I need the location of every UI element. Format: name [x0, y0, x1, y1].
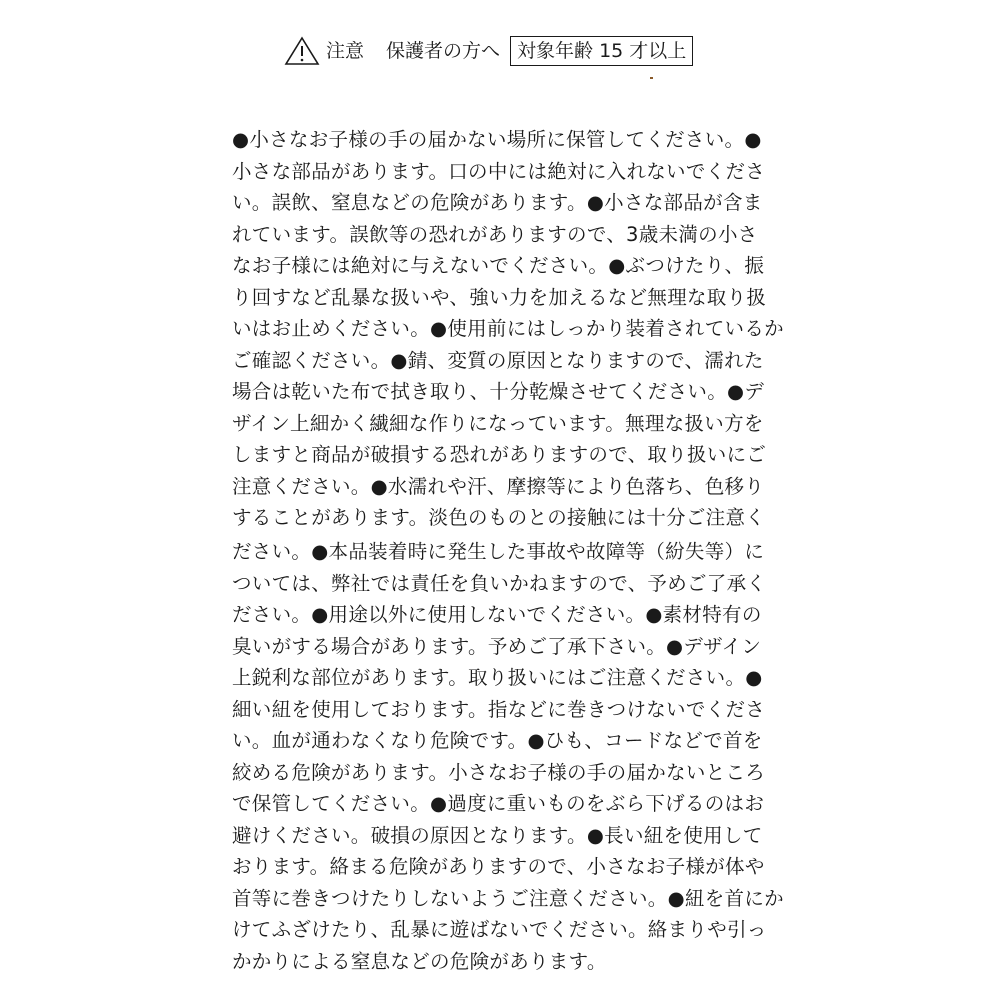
text-line: けてふざけたり、乱暴に遊ばないでください。絡まりや引っ [232, 918, 767, 941]
text-line: しますと商品が破損する恐れがありますので、取り扱いにご [232, 443, 767, 466]
text-line: 上鋭利な部位があります。取り扱いにはご注意ください。● [232, 666, 763, 689]
text-line: い。血が通わなくなり危険です。●ひも、コードなどで首を [232, 729, 763, 752]
text-line: 注意ください。●水濡れや汗、摩擦等により色落ち、色移り [232, 474, 765, 498]
caution-label: 注意 [326, 40, 365, 62]
text-line: かかりによる窒息などの危険があります。 [232, 949, 607, 973]
warning-triangle-icon [284, 36, 320, 66]
caution-paragraph-2 [232, 536, 784, 977]
text-line: い。誤飲、窒息などの危険があります。●小さな部品が含ま [232, 191, 763, 214]
caution-paragraph-1 [232, 124, 784, 534]
warning-header [284, 36, 693, 66]
text-line: ご確認ください。●錆、変質の原因となりますので、濡れた [232, 348, 764, 372]
text-line: なお子様には絶対に与えないでください。●ぶつけたり、振 [232, 254, 765, 277]
text-line: ださい。●用途以外に使用しないでください。●素材特有の [232, 603, 762, 626]
print-mark [650, 77, 653, 79]
text-line: り回すなど乱暴な扱いや、強い力を加えるなど無理な取り扱 [232, 285, 767, 309]
text-line: 絞める危険があります。小さなお子様の手の届かないところ [232, 760, 766, 784]
text-line: 小さな部品があります。口の中には絶対に入れないでくださ [232, 159, 766, 183]
guardian-label: 保護者の方へ [386, 40, 501, 62]
text-line: ●小さなお子様の手の届かない場所に保管してください。● [232, 128, 762, 151]
text-line: ださい。●本品装着時に発生した事故や故障等（紛失等）に [232, 540, 765, 563]
text-line: することがあります。淡色のものとの接触には十分ご注意く [232, 506, 766, 529]
text-line: ザイン上細かく繊細な作りになっています。無理な扱い方を [232, 411, 764, 435]
text-line: 場合は乾いた布で拭き取り、十分乾燥させてください。●デ [232, 380, 765, 403]
text-line: 避けください。破損の原因となります。●長い紐を使用して [232, 823, 763, 847]
text-line: 臭いがする場合があります。予めご了承下さい。●デザイン [232, 634, 762, 658]
age-badge: 対象年齢 15 才以上 [510, 36, 693, 66]
text-line: 細い紐を使用しております。指などに巻きつけないでくださ [232, 697, 766, 721]
text-line: おります。絡まる危険がありますので、小さなお子様が体や [232, 855, 765, 878]
text-line: ついては、弊社では責任を負いかねますので、予めご了承く [232, 571, 767, 595]
text-line: いはお止めください。●使用前にはしっかり装着されているか [232, 317, 784, 340]
text-line: 首等に巻きつけたりしないようご注意ください。●紐を首にか [232, 886, 784, 910]
text-line: れています。誤飲等の恐れがありますので、3歳未満の小さ [232, 222, 758, 246]
text-line: で保管してください。●過度に重いものをぶら下げるのはお [232, 792, 765, 815]
